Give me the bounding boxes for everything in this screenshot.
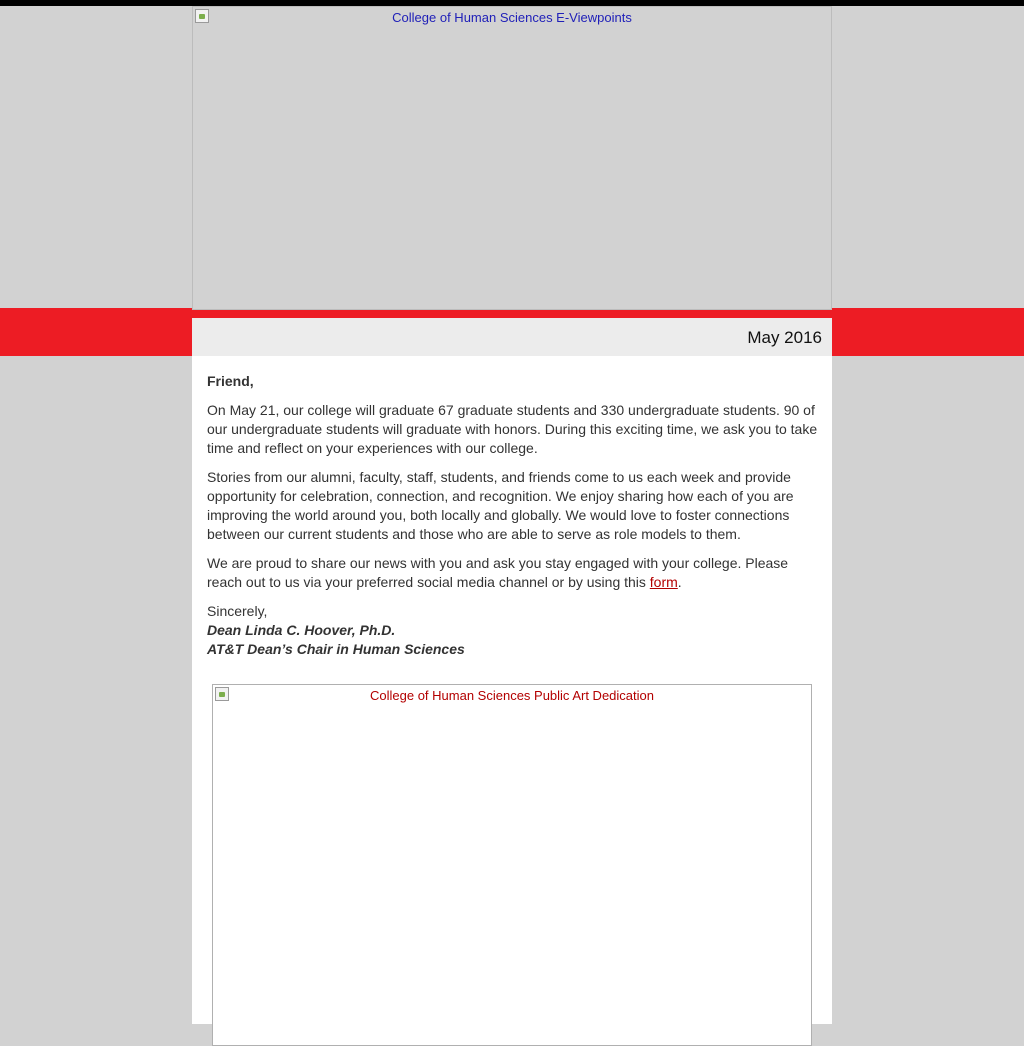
newsletter-column bbox=[192, 6, 832, 1024]
issue-date: May 2016 bbox=[747, 328, 822, 347]
form-link[interactable]: form bbox=[649, 574, 678, 590]
art-dedication-image-link[interactable] bbox=[212, 684, 812, 1046]
content-area bbox=[192, 356, 832, 1024]
greeting: Friend, bbox=[207, 373, 254, 389]
closing: Sincerely, bbox=[207, 603, 268, 619]
paragraph-engage bbox=[207, 554, 819, 592]
letter-body bbox=[207, 372, 819, 669]
paragraph-graduation: On May 21, our college will graduate 67 graduate students and 330 undergraduate students. 90 of our undergraduate students will graduate with honors. During this exciting time, we ask you to take time and reflect on your experiences with our college. bbox=[207, 402, 818, 456]
header-image-link[interactable] bbox=[192, 6, 832, 310]
signature-name: Dean Linda C. Hoover, Ph.D. bbox=[207, 622, 396, 638]
paragraph-engage-text: We are proud to share our news with you and ask you stay engaged with your college. Please reach out to us via your preferred social media channel or by using this bbox=[207, 555, 789, 590]
signature-title: AT&T Dean’s Chair in Human Sciences bbox=[207, 641, 465, 657]
paragraph-stories: Stories from our alumni, faculty, staff, students, and friends come to us each week and provide opportunity for celebration, connection, and recognition. We enjoy sharing how each of you are improving the world around you, both locally and globally. We would love to foster connections between our current students and those who are able to serve as role models to them. bbox=[207, 469, 794, 542]
date-bar bbox=[192, 318, 832, 356]
paragraph-engage-end: . bbox=[677, 574, 682, 590]
header-image-alt: College of Human Sciences E-Viewpoints bbox=[392, 10, 632, 25]
signature-block bbox=[207, 602, 819, 659]
art-dedication-image-alt: College of Human Sciences Public Art Dedication bbox=[370, 688, 654, 703]
